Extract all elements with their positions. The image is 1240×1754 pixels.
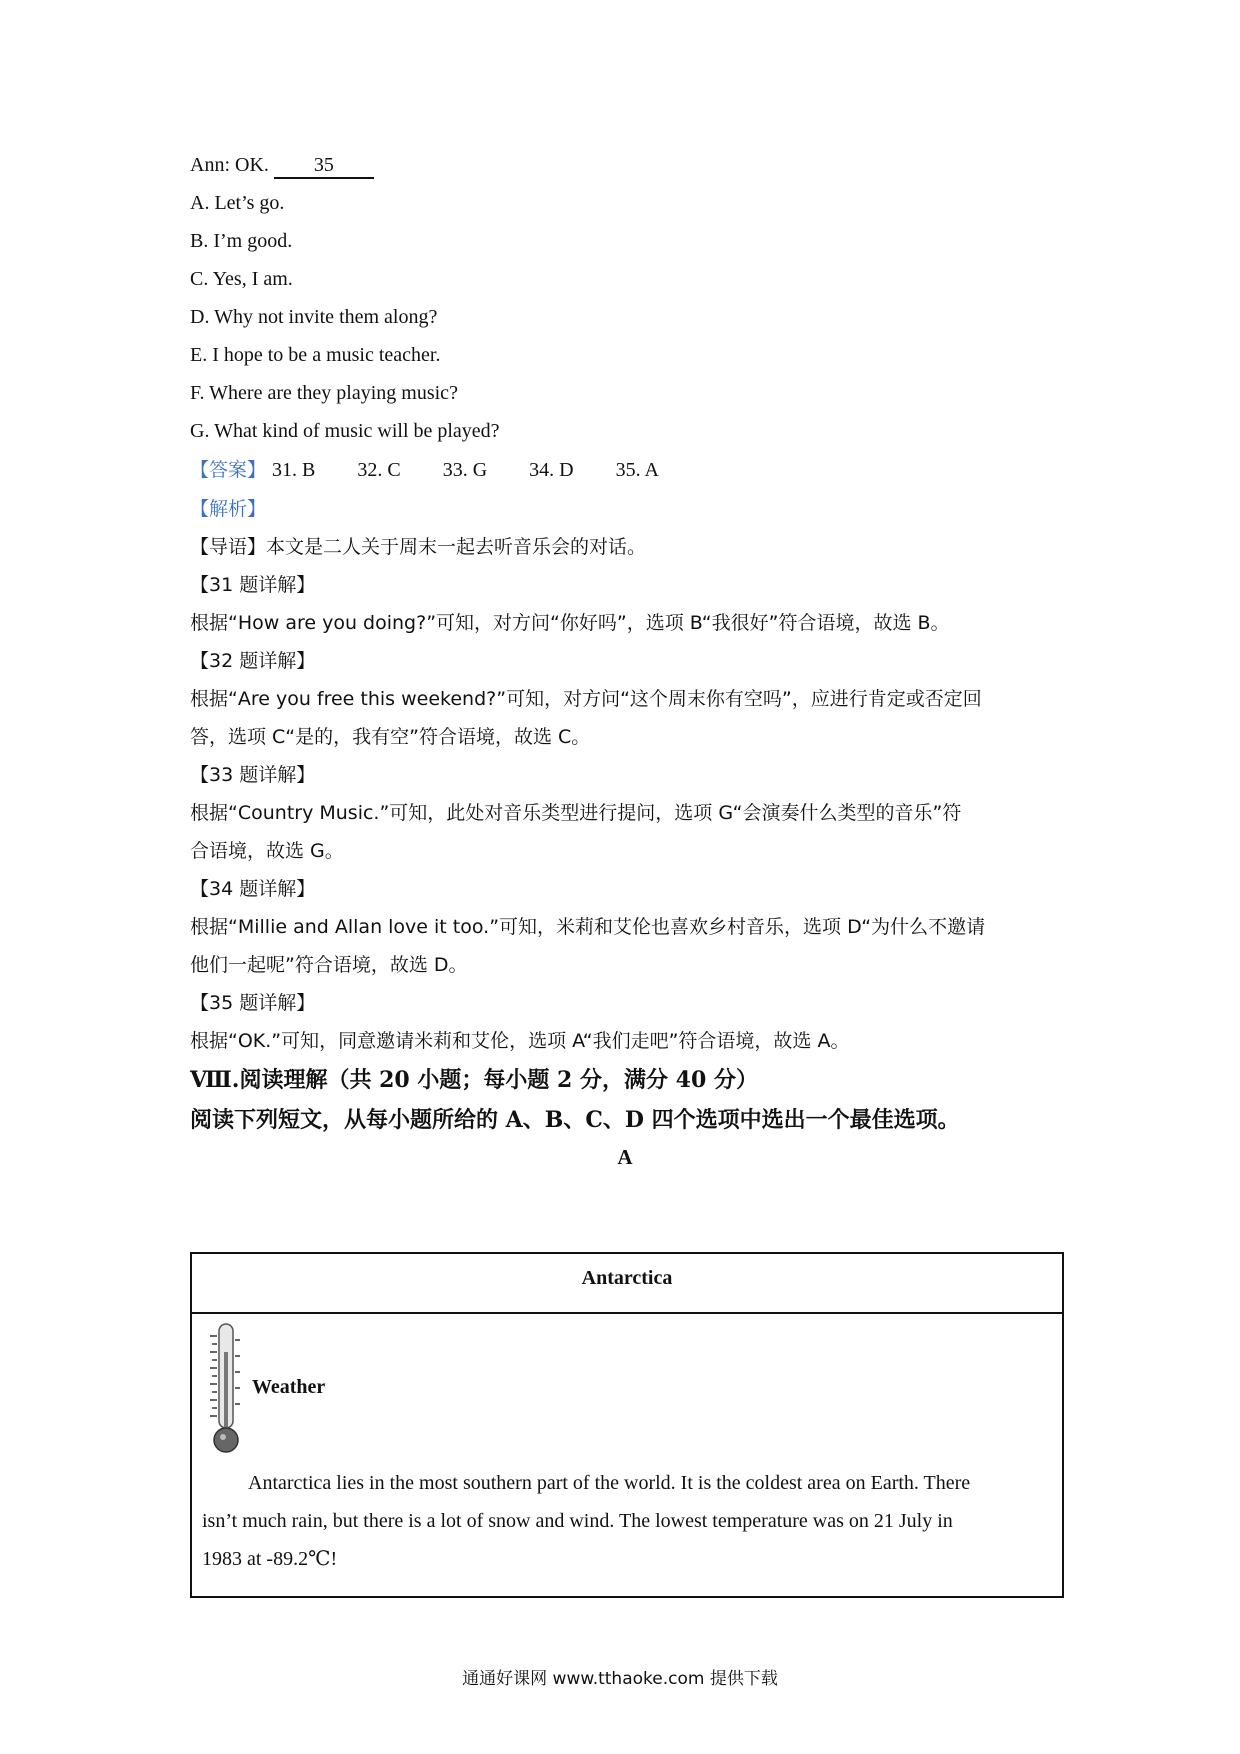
explanation-line: 根据“Country Music.”可知，此处对音乐类型进行提问，选项 G“会演奏什么类型的音乐”符 (190, 802, 962, 824)
page-content (190, 146, 1060, 1174)
answer-item: 31. B (272, 459, 316, 481)
passage-line: Antarctica lies in the most southern part of the world. It is the coldest area on Earth. There (248, 1472, 971, 1494)
explanation-title: 【35 题详解】 (190, 992, 316, 1014)
intro-text: 【导语】本文是二人关于周末一起去听音乐会的对话。 (190, 536, 647, 558)
answer-label: 【答案】 (190, 459, 267, 481)
explanation-line: 根据“Are you free this weekend?”可知，对方问“这个周末你有空吗”，应进行肯定或否定回 (190, 688, 982, 710)
explanation-title: 【31 题详解】 (190, 574, 316, 596)
thermometer-icon (206, 1322, 246, 1458)
explanation-line: 根据“OK.”可知，同意邀请米莉和艾伦，选项 A“我们走吧”符合语境，故选 A。 (190, 1030, 850, 1052)
passage-letter: A (617, 1145, 633, 1169)
page-footer: 通通好课网 www.tthaoke.com 提供下载 (462, 1669, 778, 1689)
explanation-line: 他们一起呢”符合语境，故选 D。 (190, 954, 468, 976)
option-f: F. Where are they playing music? (190, 382, 458, 404)
dialogue-line (190, 146, 1060, 184)
analysis-label: 【解析】 (190, 498, 267, 520)
explanation-line: 根据“How are you doing?”可知，对方问“你好吗”，选项 B“我很好”符合语境，故选 B。 (190, 612, 950, 634)
explanation-title: 【34 题详解】 (190, 878, 316, 900)
passage-line: 1983 at -89.2℃! (202, 1548, 338, 1570)
section-instruction: 阅读下列短文，从每小题所给的 A、B、C、D 四个选项中选出一个最佳选项。 (190, 1107, 960, 1133)
answer-row (190, 450, 1060, 490)
answer-item: 32. C (357, 459, 401, 481)
option-d: D. Why not invite them along? (190, 306, 438, 328)
weather-row (192, 1314, 1062, 1464)
explanation-line: 答，选项 C“是的，我有空”符合语境，故选 C。 (190, 726, 591, 748)
explanation-title: 【33 题详解】 (190, 764, 316, 786)
explanation-title: 【32 题详解】 (190, 650, 316, 672)
blank-number: 35 (313, 154, 334, 176)
explanation-line: 根据“Millie and Allan love it too.”可知，米莉和艾伦也喜欢乡村音乐，选项 D“为什么不邀请 (190, 916, 986, 938)
option-e: E. I hope to be a music teacher. (190, 344, 441, 366)
passage-heading: Antarctica (192, 1254, 1062, 1314)
option-b: B. I’m good. (190, 230, 293, 252)
answer-item: 35. A (615, 459, 659, 481)
option-g: G. What kind of music will be played? (190, 420, 500, 442)
explanation-line: 合语境，故选 G。 (190, 840, 344, 862)
answer-blank (274, 153, 374, 179)
passage-paragraph (192, 1464, 1062, 1578)
passage-box (190, 1252, 1064, 1598)
option-c: C. Yes, I am. (190, 268, 293, 290)
answer-item: 34. D (529, 459, 574, 481)
dialogue-prefix: Ann: OK. (190, 154, 269, 176)
option-a: A. Let’s go. (190, 192, 285, 214)
weather-label: Weather (252, 1376, 326, 1398)
passage-line: isn’t much rain, but there is a lot of snow and wind. The lowest temperature was on 21 July in (202, 1510, 953, 1532)
section-title: Ⅷ.阅读理解（共 20 小题；每小题 2 分，满分 40 分） (190, 1067, 758, 1093)
answer-item: 33. G (442, 459, 488, 481)
